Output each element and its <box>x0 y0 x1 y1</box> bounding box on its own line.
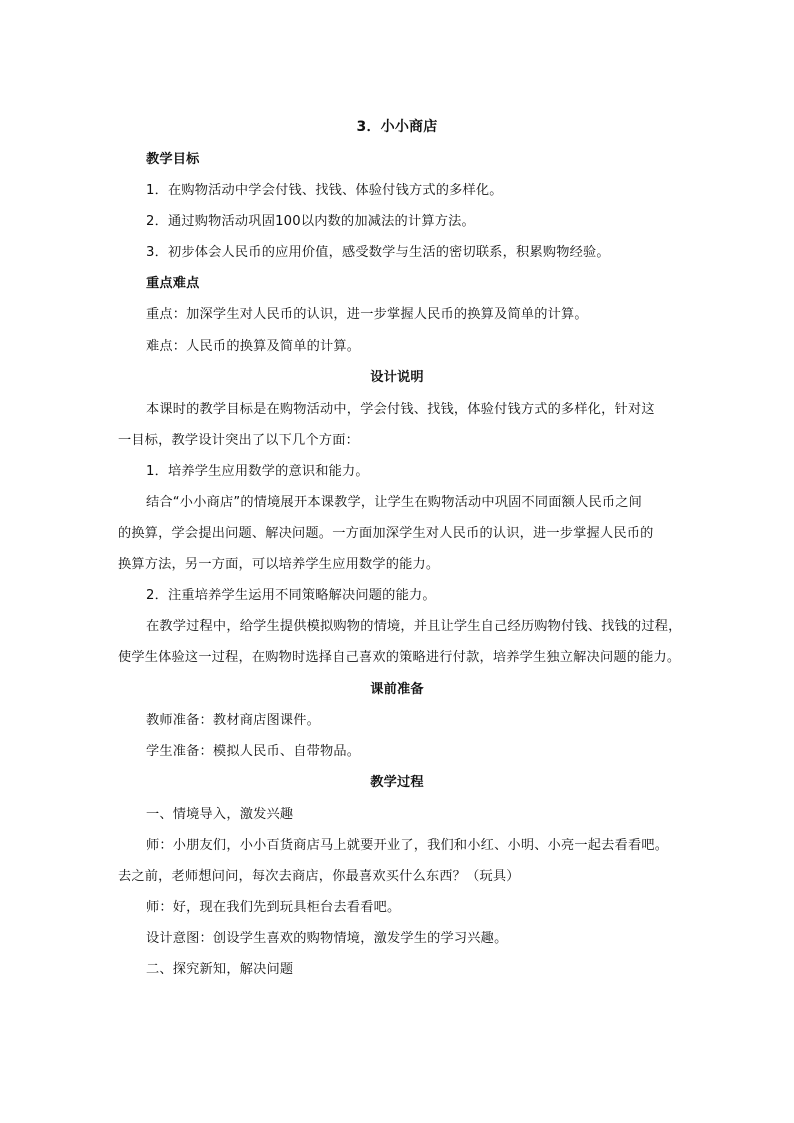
student-prep: 学生准备：模拟人民币、自带物品。 <box>146 744 361 759</box>
process-part-2: 二、探究新知，解决问题 <box>146 962 294 977</box>
design-point-2-line-1: 在教学过程中，给学生提供模拟购物的情境，并且让学生自己经历购物付钱、找钱的过程， <box>146 619 682 634</box>
design-intro-line-2: 一目标，教学设计突出了以下几个方面： <box>118 433 359 448</box>
design-point-1-line-2: 的换算，学会提出问题、解决问题。一方面加深学生对人民币的认识，进一步掌握人民币的 <box>118 526 654 541</box>
design-point-2: 2．注重培养学生运用不同策略解决问题的能力。 <box>146 588 436 603</box>
process-heading: 教学过程 <box>370 775 424 790</box>
design-point-1-line-3: 换算方法，另一方面，可以培养学生应用数学的能力。 <box>118 557 440 572</box>
teacher-line-1: 师：小朋友们，小小百货商店马上就要开业了，我们和小红、小明、小亮一起去看看吧。 <box>146 838 669 853</box>
focus-text: 重点：加深学生对人民币的认识，进一步掌握人民币的换算及简单的计算。 <box>146 307 588 322</box>
goal-item-3: 3．初步体会人民币的应用价值，感受数学与生活的密切联系，积累购物经验。 <box>146 245 610 260</box>
goals-heading: 教学目标 <box>146 152 200 167</box>
design-intent: 设计意图：创设学生喜欢的购物情境，激发学生的学习兴趣。 <box>146 931 508 946</box>
lesson-title: 3．小小商店 <box>356 119 438 135</box>
prep-heading: 课前准备 <box>370 682 424 697</box>
key-points-heading: 重点难点 <box>146 276 200 291</box>
difficulty-text: 难点：人民币的换算及简单的计算。 <box>146 339 361 354</box>
design-intro-line-1: 本课时的教学目标是在购物活动中，学会付钱、找钱，体验付钱方式的多样化，针对这 <box>146 402 655 417</box>
goal-item-1: 1．在购物活动中学会付钱、找钱、体验付钱方式的多样化。 <box>146 183 503 198</box>
goal-item-2: 2．通过购物活动巩固100以内数的加减法的计算方法。 <box>146 214 475 229</box>
design-point-2-line-2: 使学生体验这一过程，在购物时选择自己喜欢的策略进行付款，培养学生独立解决问题的能力。 <box>118 650 681 665</box>
process-part-1: 一、情境导入，激发兴趣 <box>146 807 294 822</box>
teacher-prep: 教师准备：教材商店图课件。 <box>146 713 321 728</box>
design-heading: 设计说明 <box>370 370 424 385</box>
teacher-line-2: 师：好，现在我们先到玩具柜台去看看吧。 <box>146 900 401 915</box>
design-point-1-line-1: 结合“小小商店”的情境展开本课教学，让学生在购物活动中巩固不同面额人民币之间 <box>146 495 643 510</box>
design-point-1: 1．培养学生应用数学的意识和能力。 <box>146 464 369 479</box>
teacher-line-1-cont: 去之前，老师想问问，每次去商店，你最喜欢买什么东西？（玩具） <box>118 869 520 884</box>
